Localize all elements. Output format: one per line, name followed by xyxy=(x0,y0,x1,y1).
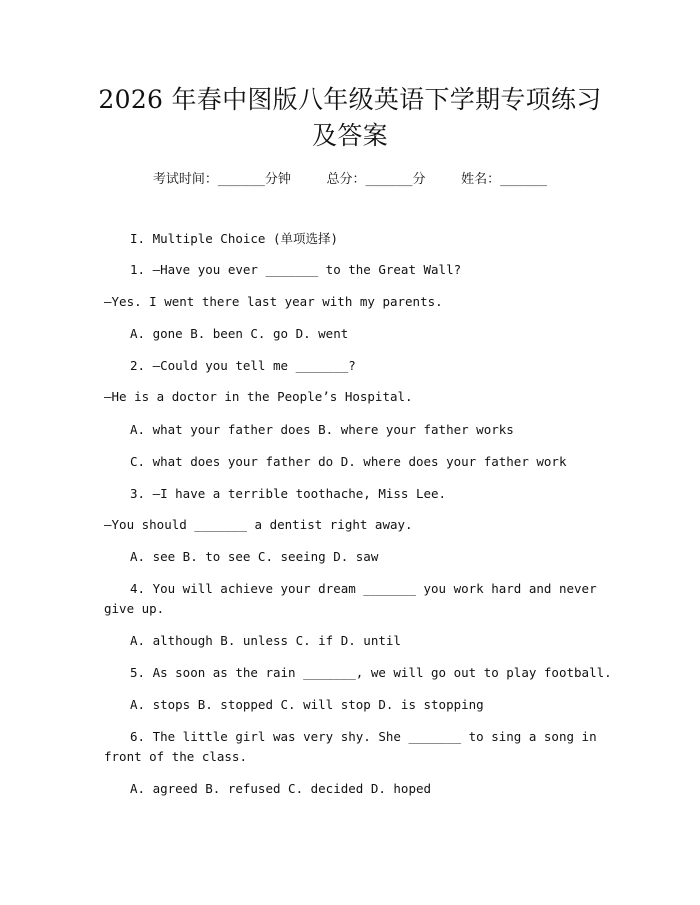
total-score: 总分：______分 xyxy=(326,172,426,187)
question-6-options: A. agreed B. refused C. decided D. hoped xyxy=(130,781,432,796)
question-1-reply: —Yes. I went there last year with my parents. xyxy=(104,294,443,309)
question-2-options-b: C. what does your father do D. where does your father work xyxy=(130,454,567,469)
question-5: 5. As soon as the rain _______, we will go out to play football. xyxy=(130,665,612,680)
exam-info xyxy=(0,168,700,187)
question-2: 2. —Could you tell me _______? xyxy=(130,358,356,373)
question-1: 1. —Have you ever _______ to the Great Wall? xyxy=(130,262,462,277)
question-6: 6. The little girl was very shy. She _______ to sing a song in front of the class. xyxy=(104,729,597,764)
document-title xyxy=(60,82,640,154)
title-line-2: 及答案 xyxy=(312,121,388,150)
question-3-reply: —You should _______ a dentist right away. xyxy=(104,517,413,532)
exam-time: 考试时间：______分钟 xyxy=(152,172,291,187)
student-name: 姓名：______ xyxy=(461,172,548,187)
question-1-options: A. gone B. been C. go D. went xyxy=(130,326,349,341)
question-5-options: A. stops B. stopped C. will stop D. is stopping xyxy=(130,697,484,712)
question-4: 4. You will achieve your dream _______ you work hard and never give up. xyxy=(104,581,597,616)
question-2-options-a: A. what your father does B. where your father works xyxy=(130,422,514,437)
section-heading: I. Multiple Choice (单项选择) xyxy=(130,231,339,246)
question-2-reply: —He is a doctor in the People’s Hospital. xyxy=(104,389,413,404)
question-3-options: A. see B. to see C. seeing D. saw xyxy=(130,549,379,564)
question-3: 3. —I have a terrible toothache, Miss Lee. xyxy=(130,486,447,501)
question-4-options: A. although B. unless C. if D. until xyxy=(130,633,401,648)
title-line-1: 2026 年春中图版八年级英语下学期专项练习 xyxy=(98,85,602,114)
